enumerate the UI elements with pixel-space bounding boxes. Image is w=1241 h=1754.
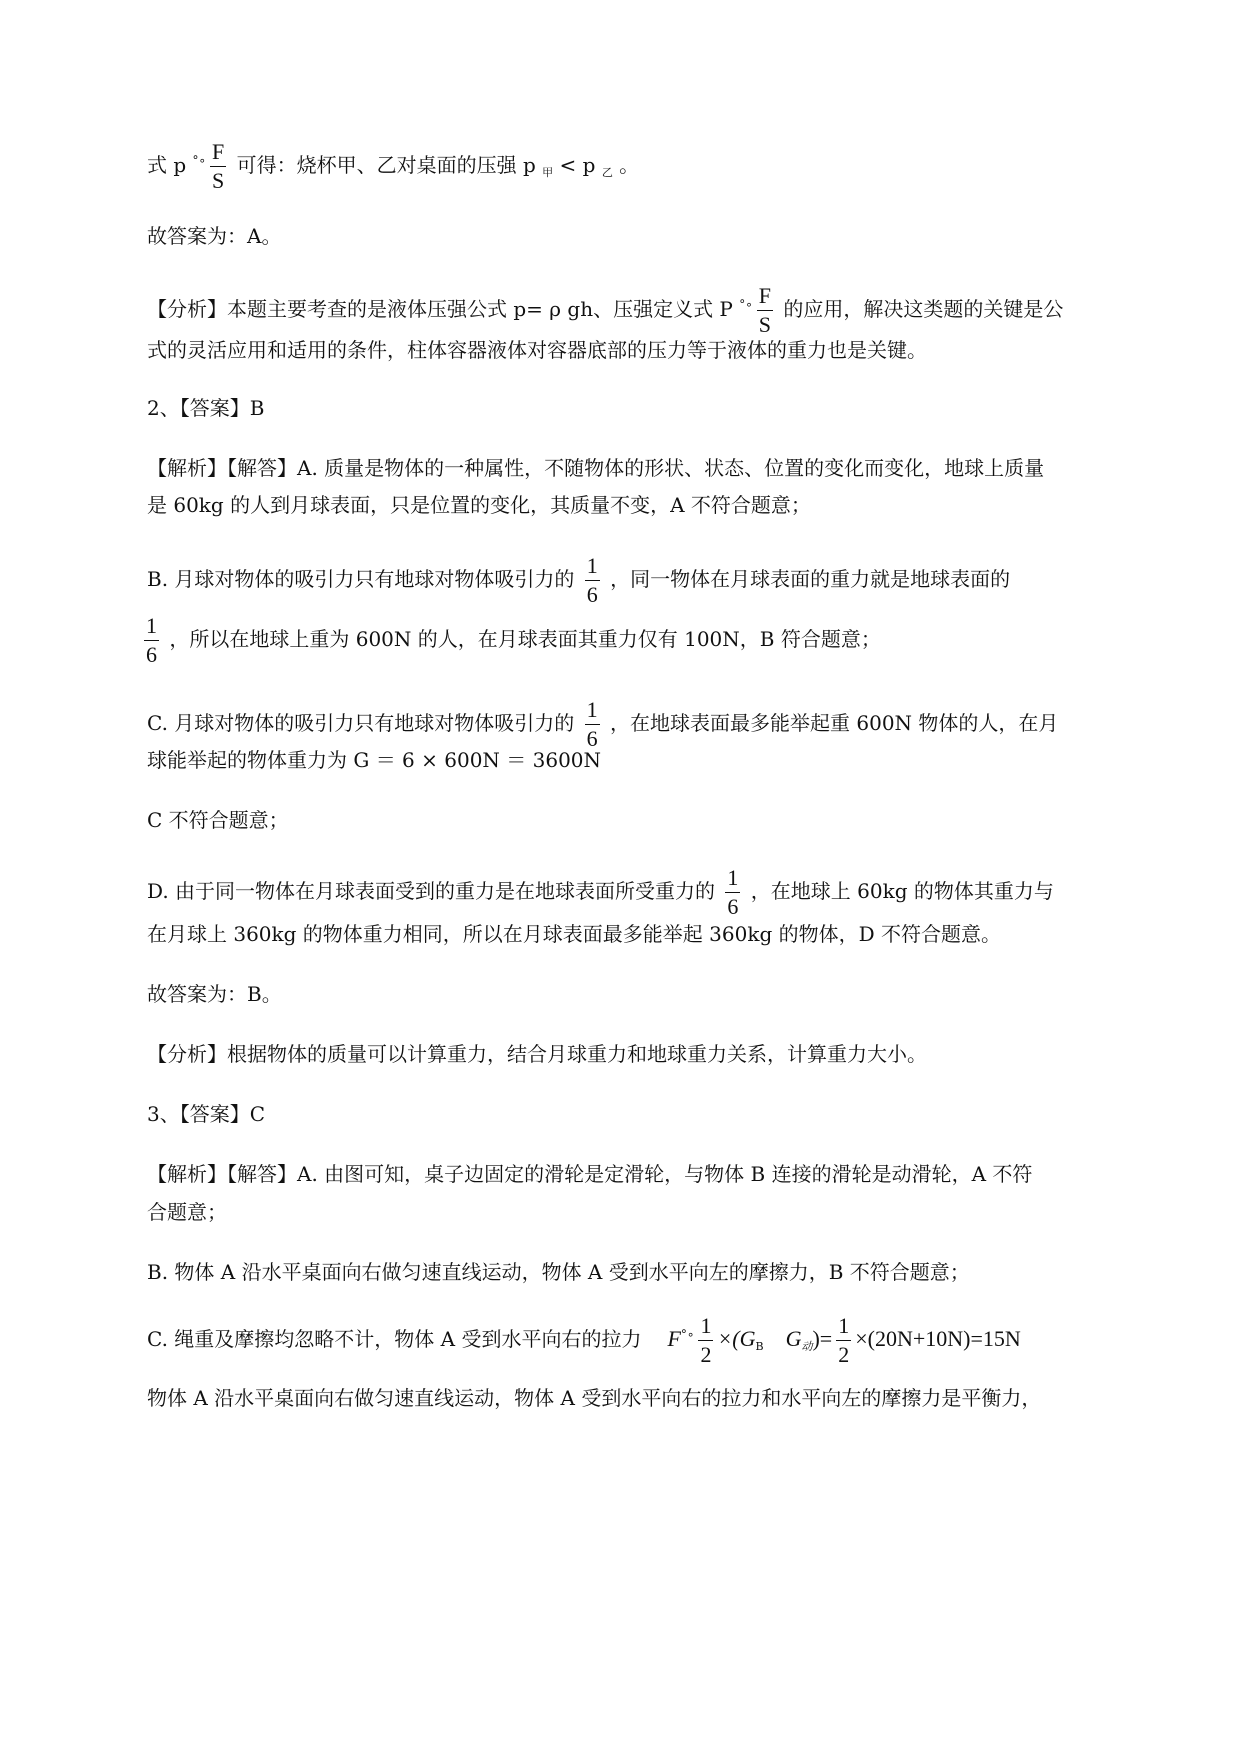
- fraction-one-sixth: [585, 696, 600, 753]
- fraction-numerator: F: [210, 138, 226, 167]
- formula-line-pressure: [147, 138, 639, 195]
- subscript-dong: 动: [801, 1340, 813, 1353]
- q2-jiexi-line1: 【解析】【解答】A. 质量是物体的一种属性，不随物体的形状、状态、位置的变化而变化，地球上质量: [147, 456, 1045, 480]
- subscript-jia: 甲: [542, 166, 554, 179]
- q2-c-text-a: C. 月球对物体的吸引力只有地球对物体吸引力的: [147, 711, 581, 735]
- analysis-text-b: 的应用，解决这类题的关键是公: [777, 297, 1064, 321]
- fraction-numerator: 1: [585, 696, 600, 725]
- q2-d-line2: 在月球上 360kg 的物体重力相同，所以在月球表面最多能举起 360kg 的物体，D 不符合题意。: [147, 922, 1002, 946]
- equals-symbol: °∘: [739, 297, 753, 312]
- fraction-numerator: 1: [836, 1312, 851, 1341]
- math-g-symbol: G: [785, 1326, 802, 1351]
- q2-c-line2: 球能举起的物体重力为 G ＝ 6 × 600N ＝ 3600N: [147, 748, 602, 772]
- q2-jiexi-line2: 是 60kg 的人到月球表面，只是位置的变化，其质量不变，A 不符合题意；: [147, 493, 811, 517]
- equals-symbol: °∘: [192, 153, 207, 168]
- fraction-one-sixth: [725, 864, 740, 921]
- fraction-denominator: 2: [700, 1342, 712, 1367]
- q2-b-text-a: B. 月球对物体的吸引力只有地球对物体吸引力的: [147, 567, 581, 591]
- math-g-term: ×(G: [717, 1326, 756, 1351]
- q3-c-text: C. 绳重及摩擦均忽略不计，物体 A 受到水平向右的拉力: [147, 1327, 642, 1351]
- fraction-f-over-s: [757, 282, 773, 339]
- fraction-numerator: 1: [725, 864, 740, 893]
- text-less-than: < p: [553, 153, 602, 177]
- answer-line-2: 故答案为：B。: [147, 982, 282, 1006]
- q3-b-line: B. 物体 A 沿水平桌面向右做匀速直线运动，物体 A 受到水平向左的摩擦力，B 不符合题意；: [147, 1260, 970, 1284]
- analysis-text-a: 【分析】本题主要考查的是液体压强公式 p= ρ gh、压强定义式 P: [147, 297, 740, 321]
- force-symbol: F: [667, 1326, 681, 1351]
- analysis-line-2: 【分析】根据物体的质量可以计算重力，结合月球重力和地球重力关系，计算重力大小。: [147, 1042, 927, 1066]
- q2-d-line1: [147, 864, 1054, 921]
- fraction-one-sixth: [144, 612, 159, 669]
- text-prefix: 式 p: [147, 153, 193, 177]
- q2-b-text-b: ，同一物体在月球表面的重力就是地球表面的: [603, 567, 1011, 591]
- q2-d-text-b: ，在地球上 60kg 的物体其重力与: [744, 879, 1054, 903]
- question-3-heading: 3、【答案】C: [147, 1102, 266, 1126]
- fraction-numerator: 1: [585, 552, 600, 581]
- fraction-f-over-s: [210, 138, 226, 195]
- subscript-b: B: [755, 1340, 764, 1353]
- q2-b-line1: [147, 552, 1010, 609]
- fraction-denominator: 6: [586, 726, 598, 751]
- math-equals: )=: [812, 1326, 833, 1351]
- question-2-heading: 2、【答案】B: [147, 396, 265, 420]
- q2-b-text-c: ，所以在地球上重为 600N 的人，在月球表面其重力仅有 100N，B 符合题意；: [163, 627, 881, 651]
- analysis-line-1a: [147, 282, 1063, 339]
- q3-jiexi-line1: 【解析】【解答】A. 由图可知，桌子边固定的滑轮是定滑轮，与物体 B 连接的滑轮是动滑轮，A 不符: [147, 1162, 1033, 1186]
- text-conclusion: 可得：烧杯甲、乙对桌面的压强 p: [230, 153, 543, 177]
- text-end: 。: [612, 153, 640, 177]
- fraction-denominator: 6: [586, 582, 598, 607]
- fraction-denominator: 2: [838, 1342, 850, 1367]
- fraction-numerator: 1: [144, 612, 159, 641]
- q3-jiexi-line2: 合题意；: [147, 1200, 227, 1224]
- q2-d-text-a: D. 由于同一物体在月球表面受到的重力是在地球表面所受重力的: [147, 879, 722, 903]
- fraction-denominator: 6: [727, 894, 739, 919]
- q2-c-line1: [147, 696, 1058, 753]
- fraction-one-half: [836, 1312, 851, 1369]
- analysis-line-1b: 式的灵活应用和适用的条件，柱体容器液体对容器底部的压力等于液体的重力也是关键。: [147, 338, 927, 362]
- fraction-denominator: 6: [146, 642, 157, 667]
- subscript-yi: 乙: [601, 166, 613, 179]
- equals-symbol: °∘: [680, 1327, 695, 1342]
- fraction-denominator: S: [758, 312, 772, 337]
- fraction-numerator: 1: [698, 1312, 713, 1341]
- fraction-numerator: F: [757, 282, 773, 311]
- q3-c-line: [147, 1312, 1021, 1369]
- q3-last-line: 物体 A 沿水平桌面向右做匀速直线运动，物体 A 受到水平向右的拉力和水平向左的摩擦力是平衡力，: [147, 1386, 1042, 1410]
- fraction-one-sixth: [585, 552, 600, 609]
- fraction-denominator: S: [212, 168, 225, 193]
- answer-line-1: 故答案为：A。: [147, 224, 282, 248]
- q2-c-text-b: ，在地球表面最多能举起重 600N 物体的人，在月: [603, 711, 1059, 735]
- math-result: ×(20N+10N)=15N: [855, 1326, 1021, 1351]
- q2-b-line2: [140, 612, 881, 669]
- q2-c-line3: C 不符合题意；: [147, 808, 289, 832]
- fraction-one-half: [698, 1312, 713, 1369]
